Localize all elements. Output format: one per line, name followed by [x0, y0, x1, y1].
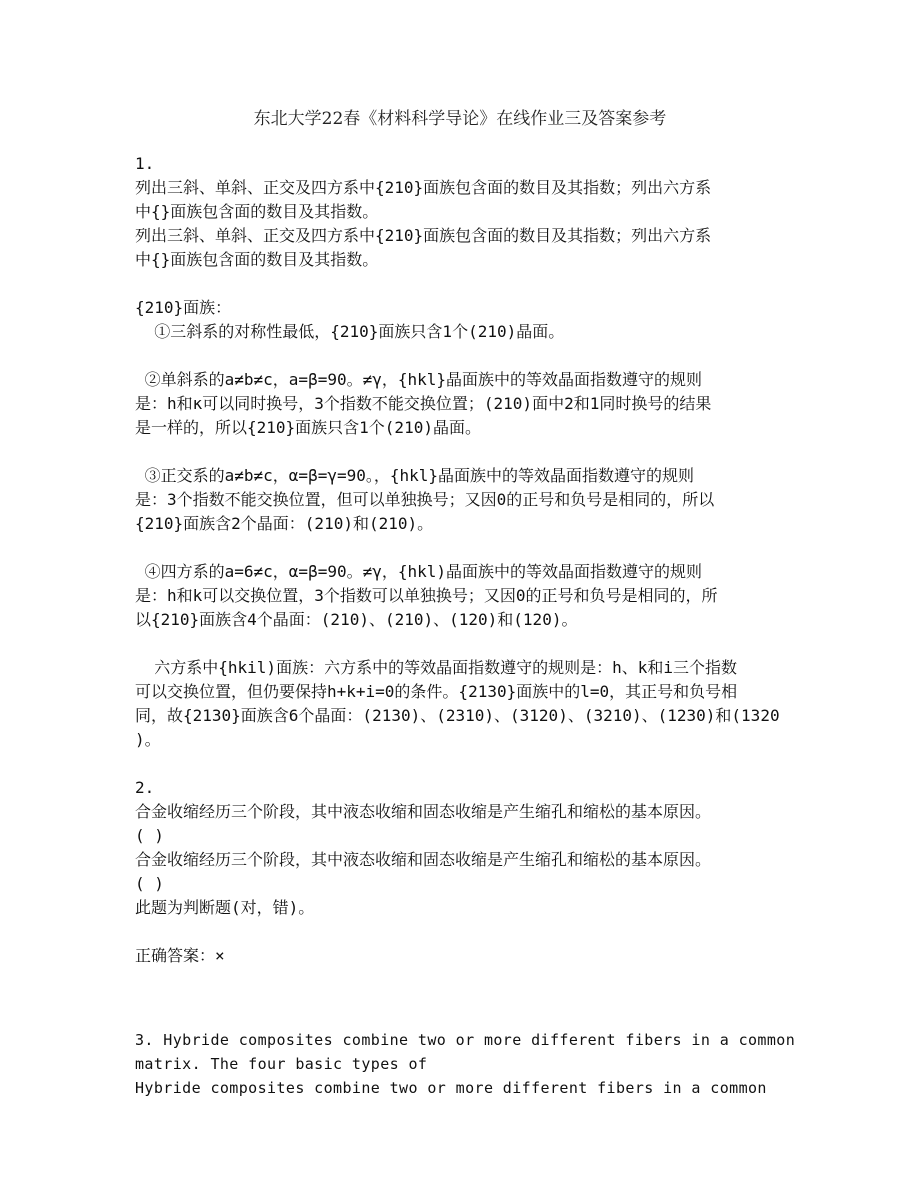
- q1-answer-line: 是一样的，所以{210}面族只含1个(210)晶面。: [135, 418, 481, 437]
- spacer: [135, 440, 795, 464]
- q2-line: 合金收缩经历三个阶段，其中液态收缩和固态收缩是产生缩孔和缩松的基本原因。: [135, 802, 712, 821]
- document-body: [135, 152, 795, 1100]
- spacer: [135, 536, 795, 560]
- spacer: [135, 344, 795, 368]
- q1-answer-line: 同，故{2130}面族含6个晶面：(2130)、(2310)、(3120)、(3210)、(1230)和(1320: [135, 706, 780, 725]
- q2-line: 合金收缩经历三个阶段，其中液态收缩和固态收缩是产生缩孔和缩松的基本原因。: [135, 850, 712, 869]
- q3-line: 3. Hybride composites combine two or more different fibers in a common: [135, 1031, 796, 1049]
- spacer: [135, 968, 795, 992]
- q1-answer-line: 以{210}面族含4个晶面：(210)、(210)、(120)和(120)。: [135, 610, 578, 629]
- q1-answer-line: ②单斜系的a≠b≠c，a=β=90。≠γ，{hkl}晶面族中的等效晶面指数遵守的规则: [135, 370, 703, 389]
- spacer: [135, 272, 795, 296]
- q1-answer-line: 是：3个指数不能交换位置，但可以单独换号；又因0的正号和负号是相同的，所以: [135, 490, 715, 509]
- q1-answer-line: ④四方系的a=6≠c，α=β=90。≠γ，{hkl)晶面族中的等效晶面指数遵守的规则: [135, 562, 703, 581]
- q1-question-line: 中{}面族包含面的数目及其指数。: [135, 202, 379, 221]
- q2-line: ( ): [135, 826, 164, 845]
- q1-answer-line: 可以交换位置，但仍要保持h+k+i=0的条件。{2130}面族中的l=0，其正号和负号相: [135, 682, 738, 701]
- q1-answer-line: 是：h和κ可以同时换号，3个指数不能交换位置；(210)面中2和1同时换号的结果: [135, 394, 712, 413]
- spacer: [135, 632, 795, 656]
- q1-answer-line: 是：h和k可以交换位置，3个指数可以单独换号；又因0的正号和负号是相同的，所: [135, 586, 718, 605]
- q1-number: 1.: [135, 154, 155, 173]
- q2-number: 2.: [135, 778, 155, 797]
- q3-line: Hybride composites combine two or more different fibers in a common: [135, 1079, 767, 1097]
- q1-question-line: 列出三斜、单斜、正交及四方系中{210}面族包含面的数目及其指数；列出六方系: [135, 178, 712, 197]
- q3-line: matrix. The four basic types of: [135, 1055, 428, 1073]
- q1-answer-heading: {210}面族：: [135, 298, 232, 317]
- q1-answer-paragraph: ①三斜系的对称性最低，{210}面族只含1个(210)晶面。: [135, 322, 565, 341]
- spacer: [135, 752, 795, 776]
- spacer: [135, 920, 795, 944]
- q2-line: ( ): [135, 874, 164, 893]
- q1-question-line: 列出三斜、单斜、正交及四方系中{210}面族包含面的数目及其指数；列出六方系: [135, 226, 712, 245]
- q2-line: 此题为判断题(对，错)。: [135, 898, 315, 917]
- q2-answer: 正确答案：×: [135, 946, 225, 965]
- q1-answer-line: )。: [135, 730, 161, 749]
- q1-answer-line: {210}面族含2个晶面：(210)和(210)。: [135, 514, 434, 533]
- q1-answer-line: ③正交系的a≠b≠c，α=β=γ=90。，{hkl}晶面族中的等效晶面指数遵守的规则: [135, 466, 695, 485]
- spacer: [135, 1016, 795, 1028]
- q1-answer-line: 六方系中{hkil)面族：六方系中的等效晶面指数遵守的规则是：h、k和i三个指数: [135, 658, 737, 677]
- q1-question-line: 中{}面族包含面的数目及其指数。: [135, 250, 379, 269]
- document-title: 东北大学22春《材料科学导论》在线作业三及答案参考: [253, 109, 667, 129]
- spacer: [135, 992, 795, 1016]
